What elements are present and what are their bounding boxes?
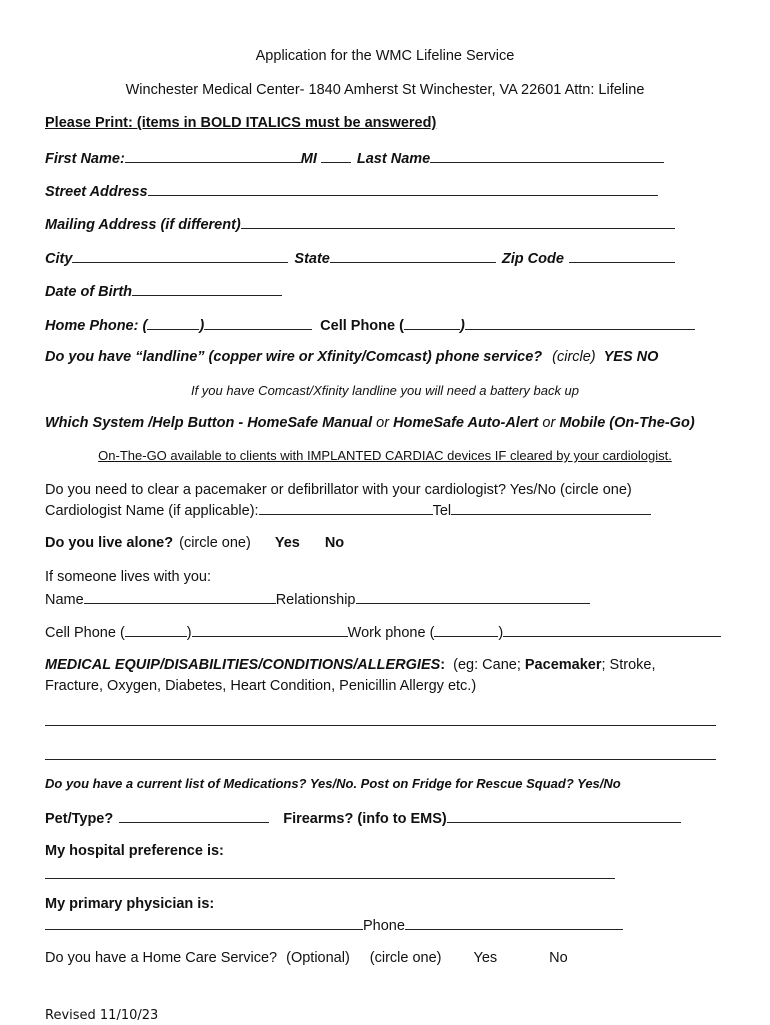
phone-label: Phone [363,918,405,934]
mailing-row [45,214,675,234]
home-phone-area-field[interactable] [147,315,199,330]
form-title: Application for the WMC Lifeline Service [255,48,515,64]
phone-row [45,315,695,335]
state-field[interactable] [330,248,496,263]
cell-phone2-field[interactable] [192,622,348,637]
form-address: Winchester Medical Center- 1840 Amherst St Winchester, VA 22601 Attn: Lifeline [125,82,645,98]
home-care-yes[interactable]: Yes [473,950,498,966]
cell-phone-field[interactable] [465,315,695,330]
physician-field[interactable] [45,915,363,930]
home-care-question: Do you have a Home Care Service? [45,950,278,966]
live-alone-question: Do you live alone? [45,535,174,551]
household-name-field[interactable] [84,589,276,604]
city-row [45,248,675,268]
home-phone-label: Home Phone: ( [45,318,148,334]
medical-examples: Fracture, Oxygen, Diabetes, Heart Condition, Penicillin Allergy etc.) [45,678,477,694]
cardiologist-name-label: Cardiologist Name (if applicable): [45,503,259,519]
tel-label: Tel [432,503,452,519]
homesafe-manual-option[interactable]: HomeSafe Manual [247,415,373,431]
home-care-row [45,949,568,967]
zip-field[interactable] [569,248,675,263]
medical-label: MEDICAL EQUIP/DISABILITIES/CONDITIONS/ALLERGIES [45,657,441,673]
mailing-address-label: Mailing Address (if different) [45,217,241,233]
system-row [45,414,695,432]
hospital-label: My hospital preference is: [45,843,224,859]
otg-note: On-The-GO available to clients with IMPLANTED CARDIAC devices IF cleared by your cardiologist. [98,448,672,463]
work-phone-field[interactable] [503,622,721,637]
medical-line-1[interactable] [45,725,716,726]
cardiologist-row [45,500,651,520]
mi-label: MI [300,151,317,167]
system-question: Which System /Help Button - [45,415,244,431]
last-name-label: Last Name [356,151,431,167]
cell-phone2-area-field[interactable] [125,622,187,637]
medical-colon: : [440,657,446,673]
medical-eg: (eg: Cane; [453,657,521,673]
physician-row [45,915,623,935]
home-phone-close: ) [199,318,205,334]
landline-yes-no[interactable]: YES NO [603,349,659,365]
live-alone-circle: (circle one) [179,535,251,551]
dob-label: Date of Birth [45,284,132,300]
please-print-heading: Please Print: (items in BOLD ITALICS must be answered) [45,115,437,131]
live-alone-no[interactable]: No [324,535,345,551]
household-phone-row [45,622,721,642]
work-phone-area-field[interactable] [434,622,498,637]
name-row [45,148,664,168]
live-alone-row [45,534,344,552]
landline-circle: (circle) [552,349,596,365]
medical-row [45,656,655,674]
street-address-label: Street Address [45,184,148,200]
home-care-no[interactable]: No [549,950,568,966]
dob-row [45,281,282,301]
tel-field[interactable] [451,500,651,515]
street-address-field[interactable] [148,181,658,196]
street-row [45,181,658,201]
medications-question: Do you have a current list of Medications? Yes/No. Post on Fridge for Rescue Squad? Yes/No [45,776,621,791]
comcast-note: If you have Comcast/Xfinity landline you will need a battery back up [190,383,580,398]
home-phone-field[interactable] [204,315,312,330]
relationship-label: Relationship [275,592,356,608]
mobile-option[interactable]: Mobile (On-The-Go) [559,415,695,431]
landline-row [45,348,658,366]
first-name-label: First Name: [45,151,125,167]
cell-phone2-close: ) [186,625,192,641]
medical-pacemaker: Pacemaker [524,657,602,673]
cell-phone-close: ) [459,318,465,334]
landline-question: Do you have “landline” (copper wire or Xfinity/Comcast) phone service? [45,349,543,365]
hospital-field[interactable] [45,878,615,879]
pacemaker-question: Do you need to clear a pacemaker or defibrillator with your cardiologist? Yes/No (circle one) [45,482,632,498]
home-care-optional: (Optional) [286,950,350,966]
zip-label: Zip Code [501,251,564,267]
work-phone-label: Work phone ( [347,625,435,641]
cell-phone-label: Cell Phone ( [320,318,404,334]
household-row [45,589,590,609]
city-label: City [45,251,73,267]
or-label: or [542,415,556,431]
name-label: Name [45,592,84,608]
pet-row [45,808,681,828]
firearms-field[interactable] [447,808,681,823]
cardiologist-name-field[interactable] [259,500,433,515]
relationship-field[interactable] [356,589,590,604]
firearms-label: Firearms? (info to EMS) [283,811,447,827]
home-care-circle: (circle one) [369,950,442,966]
medical-line-2[interactable] [45,759,716,760]
physician-phone-field[interactable] [405,915,623,930]
physician-label: My primary physician is: [45,896,215,912]
mailing-address-field[interactable] [241,214,675,229]
mi-field[interactable] [321,148,351,163]
live-alone-yes[interactable]: Yes [274,535,300,551]
someone-lives-label: If someone lives with you: [45,569,212,585]
first-name-field[interactable] [125,148,301,163]
work-phone-close: ) [498,625,504,641]
city-field[interactable] [72,248,288,263]
last-name-field[interactable] [430,148,664,163]
cell-phone-area-field[interactable] [404,315,460,330]
dob-field[interactable] [132,281,282,296]
pet-field[interactable] [119,808,269,823]
or-label: or [376,415,390,431]
pet-label: Pet/Type? [45,811,114,827]
state-label: State [294,251,330,267]
homesafe-auto-alert-option[interactable]: HomeSafe Auto-Alert [393,415,539,431]
revised-date: Revised 11/10/23 [45,1008,159,1023]
medical-eg2: ; Stroke, [601,657,656,673]
cell-phone2-label: Cell Phone ( [45,625,125,641]
